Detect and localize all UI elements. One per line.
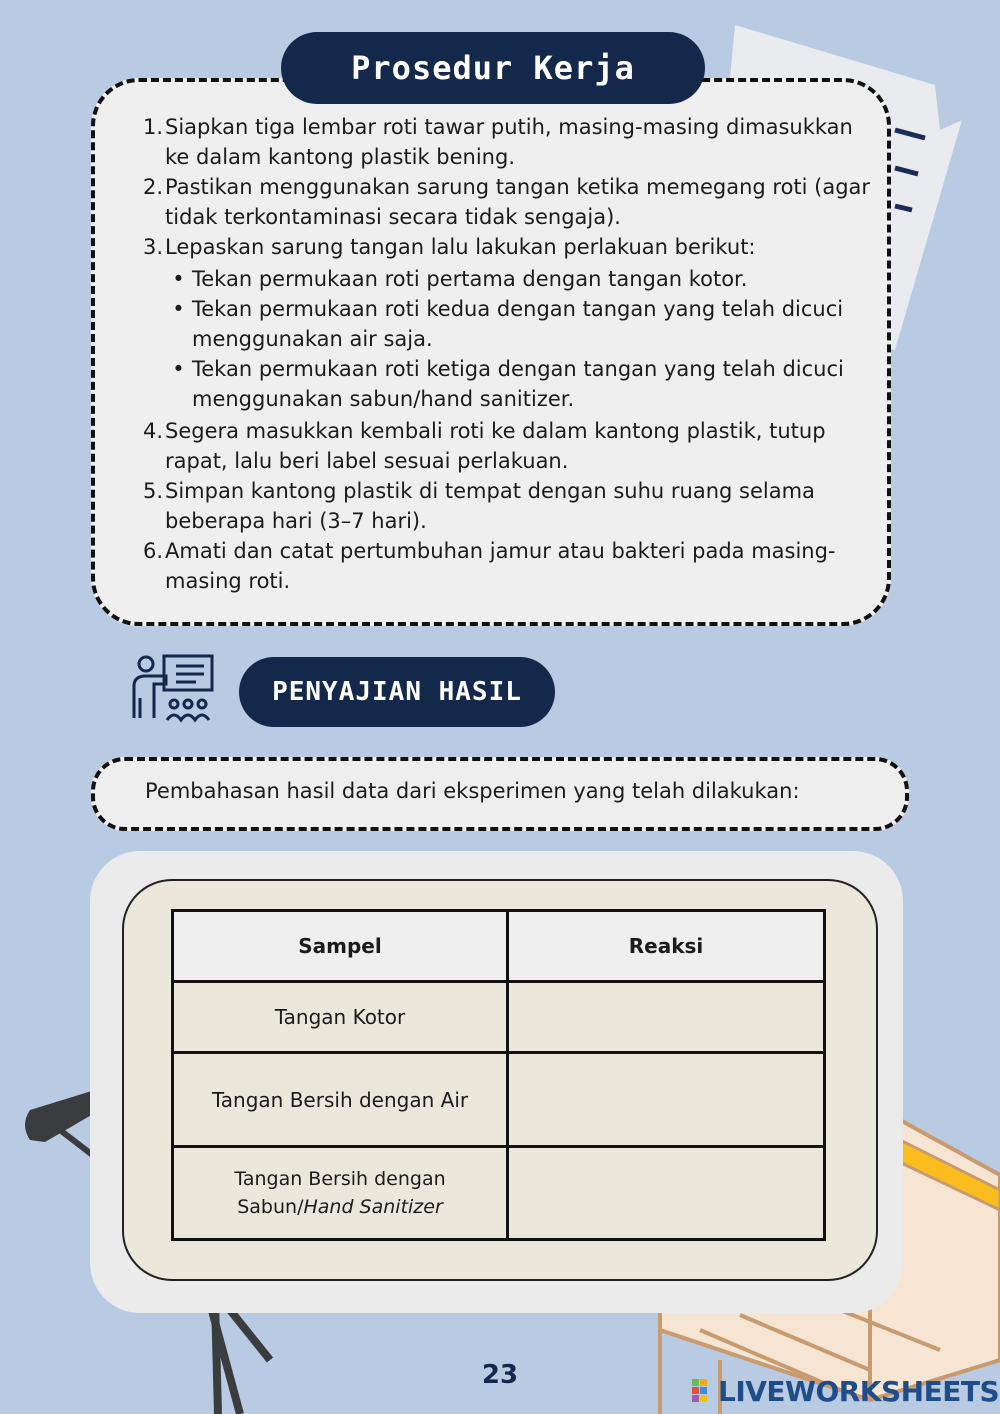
sample-line-2-prefix: Sabun/ [237, 1196, 304, 1218]
procedure-step [143, 476, 873, 536]
treatment-bullet [165, 294, 873, 354]
reaction-cell[interactable] [508, 1053, 825, 1147]
brand-text: LIVEWORKSHEETS [718, 1374, 1000, 1408]
step-text: Simpan kantong plastik di tempat dengan suhu ruang selama beberapa hari (3–7 hari). [165, 479, 815, 533]
page-number: 23 [481, 1360, 519, 1390]
header-reaction: Reaksi [508, 911, 825, 982]
procedure-step [143, 172, 873, 232]
reaction-cell[interactable] [508, 1147, 825, 1240]
bullet-text: Tekan permukaan roti ketiga dengan tangan yang telah dicuci menggunakan sabun/hand sanitizer. [192, 357, 844, 411]
procedure-step [143, 112, 873, 172]
sample-line-2-italic: Hand Sanitizer [303, 1196, 443, 1218]
sample-cell: Tangan Kotor [173, 982, 508, 1053]
step-number: 3. [143, 235, 164, 259]
bullet-dot-icon: • [172, 357, 185, 381]
sample-cell [173, 1147, 508, 1240]
step-number: 4. [143, 419, 164, 443]
procedure-step [143, 232, 873, 262]
bullet-text: Tekan permukaan roti pertama dengan tangan kotor. [192, 267, 748, 291]
table-row [173, 1147, 825, 1240]
table-row [173, 1053, 825, 1147]
step-text: Pastikan menggunakan sarung tangan ketika memegang roti (agar tidak terkontaminasi secara tidak sengaja). [165, 175, 871, 229]
procedure-step [143, 416, 873, 476]
step-number: 6. [143, 539, 164, 563]
procedure-step [143, 536, 873, 596]
bullet-text: Tekan permukaan roti kedua dengan tangan yang telah dicuci menggunakan air saja. [192, 297, 844, 351]
step-number: 2. [143, 175, 164, 199]
bullet-dot-icon: • [172, 267, 185, 291]
reaction-cell[interactable] [508, 982, 825, 1053]
sample-line-1: Tangan Bersih dengan [234, 1168, 446, 1190]
bullet-dot-icon: • [172, 297, 185, 321]
step-text: Siapkan tiga lembar roti tawar putih, masing-masing dimasukkan ke dalam kantong plastik bening. [165, 115, 853, 169]
liveworksheets-brand[interactable] [692, 1374, 999, 1408]
discussion-prompt: Pembahasan hasil data dari eksperimen yang telah dilakukan: [145, 779, 800, 803]
table-header-row [173, 911, 825, 982]
sample-cell: Tangan Bersih dengan Air [173, 1053, 508, 1147]
treatment-bullet [165, 264, 873, 294]
liveworksheets-logo-icon [692, 1379, 716, 1403]
table-row [173, 982, 825, 1053]
step-number: 1. [143, 115, 164, 139]
presentation-teacher-icon [126, 652, 216, 724]
procedure-list [143, 112, 873, 596]
presentation-title: PENYAJIAN HASIL [239, 657, 555, 727]
treatment-bullet [165, 354, 873, 414]
step-text: Amati dan catat pertumbuhan jamur atau bakteri pada masing-masing roti. [165, 539, 836, 593]
header-sample: Sampel [173, 911, 508, 982]
step-text: Segera masukkan kembali roti ke dalam kantong plastik, tutup rapat, lalu beri label sesuai perlakuan. [165, 419, 826, 473]
step-number: 5. [143, 479, 164, 503]
results-table [171, 909, 826, 1241]
procedure-title: Prosedur Kerja [281, 32, 705, 104]
treatment-bullet-list [165, 264, 873, 414]
step-text: Lepaskan sarung tangan lalu lakukan perlakuan berikut: [165, 235, 756, 259]
